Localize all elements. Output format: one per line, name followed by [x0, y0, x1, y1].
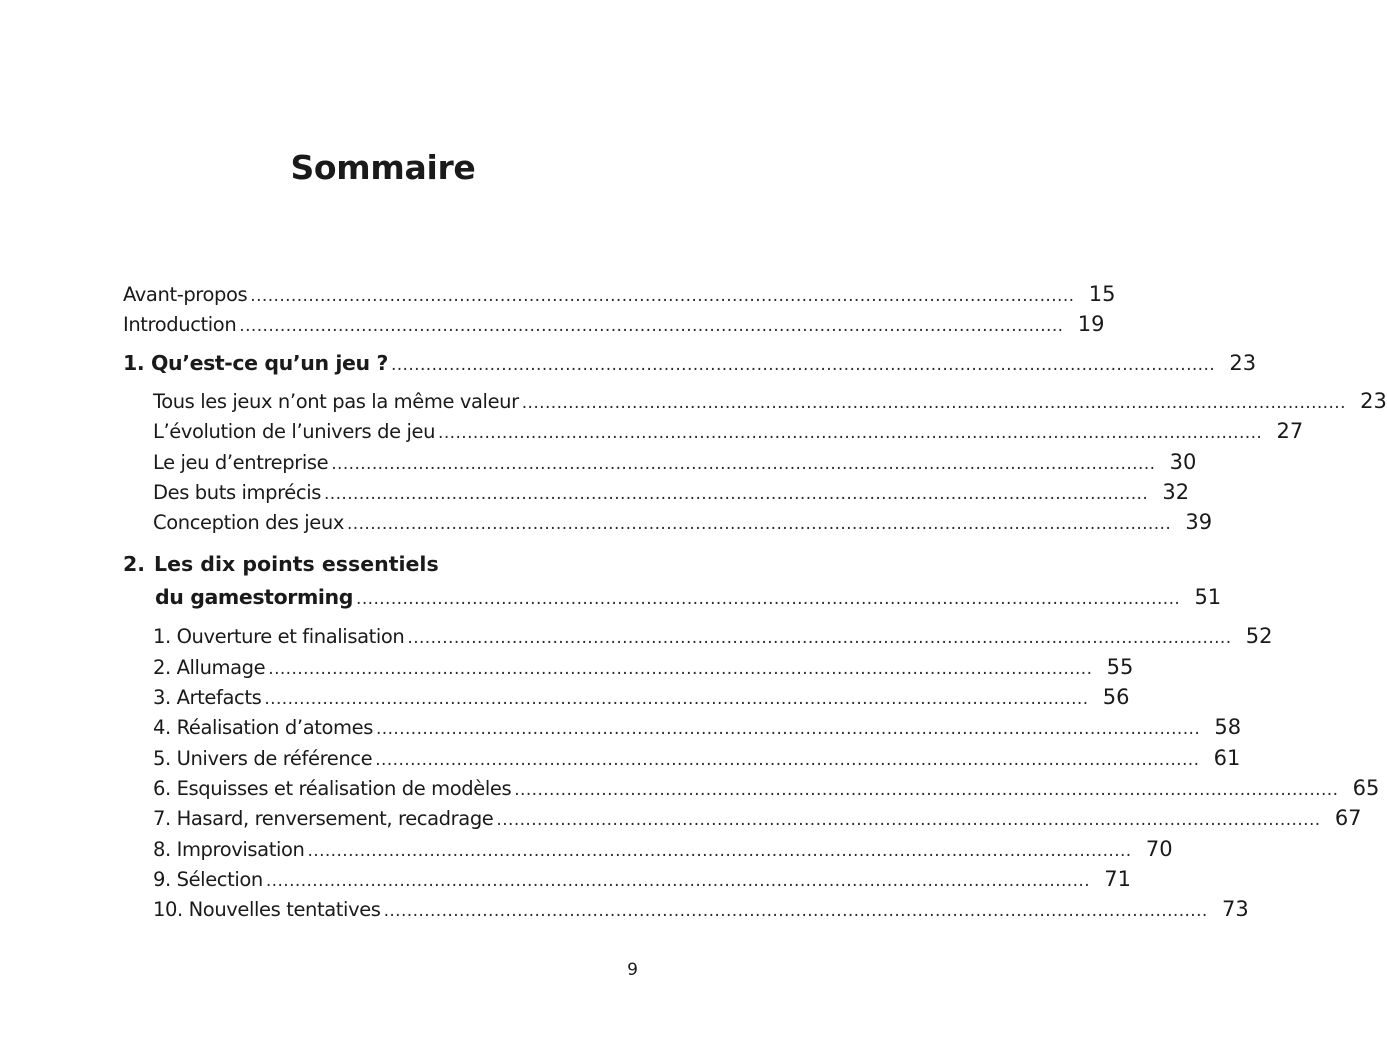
- section-page: 52: [1245, 624, 1273, 649]
- toc-section[interactable]: [123, 715, 1242, 745]
- section-page: 67: [1334, 806, 1362, 831]
- section-label: Tous les jeux n’ont pas la même valeur: [153, 390, 519, 413]
- section-page: 65: [1352, 775, 1380, 800]
- dot-leader: ..............................................................................................................................................: [347, 514, 1172, 535]
- section-page: 32: [1162, 479, 1190, 504]
- chapter-number: 2.: [123, 552, 146, 577]
- dot-leader: ..............................................................................................................................................: [496, 810, 1321, 831]
- section-page: 55: [1106, 654, 1134, 679]
- section-label: 6. Esquisses et réalisation de modèles: [153, 776, 512, 800]
- section-page: 30: [1169, 449, 1197, 474]
- dot-leader: ..............................................................................................................................................: [390, 355, 1216, 375]
- toc-section[interactable]: [123, 389, 1387, 419]
- section-label: 10. Nouvelles tentatives: [153, 898, 381, 922]
- chapter-title-line2: du gamestorming: [155, 585, 354, 610]
- dot-leader: ..............................................................................................................................................: [265, 870, 1091, 891]
- toc-entry-avant-propos[interactable]: [123, 282, 1116, 312]
- section-label: 7. Hasard, renversement, recadrage: [153, 807, 494, 831]
- dot-leader: ..............................................................................................................................................: [438, 423, 1263, 444]
- toc-section[interactable]: [123, 745, 1241, 776]
- toc-section[interactable]: [123, 624, 1273, 654]
- section-label: Conception des jeux: [153, 511, 344, 535]
- toc-section[interactable]: [123, 419, 1304, 449]
- dot-leader: ..............................................................................................................................................: [375, 749, 1200, 770]
- dot-leader: ..............................................................................................................................................: [307, 840, 1132, 861]
- toc-entry-label: Introduction: [123, 313, 237, 336]
- section-page: 56: [1102, 685, 1130, 710]
- chapter-page: 23: [1229, 351, 1257, 375]
- chapter-title-line1: Les dix points essentiels: [154, 552, 439, 577]
- toc-section[interactable]: [123, 479, 1190, 510]
- dot-leader: ..............................................................................................................................................: [264, 689, 1089, 710]
- toc-entry-introduction[interactable]: [123, 312, 1105, 342]
- toc-section[interactable]: [123, 836, 1173, 867]
- dot-leader: ..............................................................................................................................................: [514, 779, 1339, 800]
- toc-entry-label: Avant-propos: [123, 283, 248, 306]
- section-label: 2. Allumage: [153, 655, 266, 679]
- toc-entry-page: 19: [1077, 312, 1105, 336]
- toc-section[interactable]: [123, 685, 1130, 715]
- section-label: 1. Ouverture et finalisation: [153, 625, 405, 649]
- section-page: 27: [1276, 419, 1304, 444]
- toc-entry-page: 15: [1088, 282, 1116, 306]
- toc-section[interactable]: [123, 897, 1249, 927]
- page-title: Sommaire: [290, 148, 476, 187]
- section-label: L’évolution de l’univers de jeu: [153, 420, 436, 444]
- dot-leader: ..............................................................................................................................................: [239, 316, 1064, 336]
- section-page: 61: [1213, 745, 1241, 770]
- section-page: 73: [1221, 897, 1249, 922]
- dot-leader: ..............................................................................................................................................: [268, 658, 1093, 679]
- section-label: 3. Artefacts: [153, 686, 262, 710]
- section-page: 23: [1360, 389, 1387, 413]
- chapter-title: 1. Qu’est-ce qu’un jeu ?: [123, 351, 388, 375]
- section-label: 9. Sélection: [153, 867, 263, 891]
- chapter-page: 51: [1194, 585, 1222, 610]
- toc-section[interactable]: [123, 775, 1380, 806]
- section-page: 70: [1145, 836, 1173, 861]
- dot-leader: ..............................................................................................................................................: [383, 901, 1208, 922]
- toc-section[interactable]: [123, 866, 1132, 897]
- toc-chapter-2[interactable]: [123, 585, 1222, 618]
- section-label: 5. Univers de référence: [153, 746, 373, 770]
- section-label: 4. Réalisation d’atomes: [153, 716, 373, 740]
- toc-section[interactable]: [123, 806, 1362, 836]
- toc-chapter-2-title[interactable]: [123, 552, 643, 585]
- page-number: 9: [627, 960, 638, 980]
- dot-leader: ..............................................................................................................................................: [375, 719, 1201, 740]
- dot-leader: ..............................................................................................................................................: [356, 589, 1181, 610]
- dot-leader: ..............................................................................................................................................: [407, 628, 1232, 649]
- dot-leader: ..............................................................................................................................................: [521, 393, 1346, 413]
- section-label: Des buts imprécis: [153, 480, 321, 504]
- toc-section[interactable]: [123, 510, 1213, 540]
- toc-chapter-1[interactable]: [123, 351, 1257, 381]
- section-page: 71: [1104, 866, 1132, 891]
- table-of-contents: [123, 282, 1387, 927]
- section-label: 8. Improvisation: [153, 837, 305, 861]
- section-page: 58: [1214, 715, 1242, 740]
- dot-leader: ..............................................................................................................................................: [250, 286, 1075, 306]
- section-page: 39: [1185, 510, 1213, 535]
- toc-section[interactable]: [123, 654, 1134, 685]
- dot-leader: ..............................................................................................................................................: [331, 453, 1156, 474]
- section-label: Le jeu d’entreprise: [153, 450, 329, 474]
- dot-leader: ..............................................................................................................................................: [324, 483, 1149, 504]
- toc-section[interactable]: [123, 449, 1197, 480]
